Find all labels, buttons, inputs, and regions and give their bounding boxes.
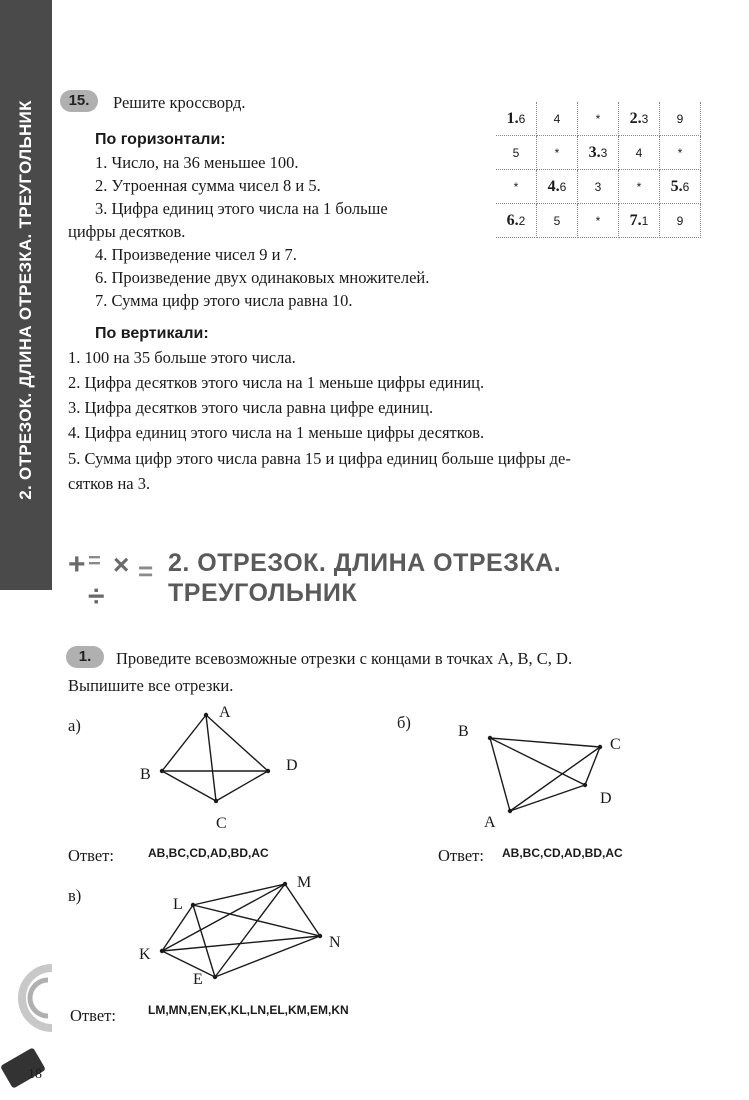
point-m-label: M bbox=[297, 874, 312, 891]
crossword-cell-value: 6 bbox=[559, 180, 567, 194]
crossword-cell-value: 5 bbox=[512, 146, 520, 160]
crossword-cell-value: * bbox=[595, 112, 601, 126]
crossword-cell-value: 6 bbox=[518, 112, 526, 126]
crossword-cell bbox=[660, 136, 701, 170]
crossword-cell bbox=[496, 136, 537, 170]
clue-h6: 6. Произведение двух одинаковых множителей. bbox=[95, 268, 430, 287]
point-a-label-2: A bbox=[484, 814, 496, 831]
answer-v-label: Ответ: bbox=[70, 1006, 116, 1025]
point-e-label: E bbox=[193, 971, 203, 988]
crossword-cell bbox=[660, 102, 701, 136]
crossword-grid bbox=[494, 98, 704, 240]
figure-v-pentagon bbox=[135, 870, 355, 995]
crossword-cell-value: * bbox=[513, 180, 519, 194]
section-title-line1: 2. ОТРЕЗОК. ДЛИНА ОТРЕЗКА. bbox=[168, 549, 562, 577]
clue-v5-line1: 5. Сумма цифр этого числа равна 15 и цифра единиц больше цифры де- bbox=[68, 449, 571, 468]
crossword-cell-value: 1 bbox=[641, 214, 649, 228]
section-title-line2: ТРЕУГОЛЬНИК bbox=[168, 579, 358, 607]
crossword-cell bbox=[619, 136, 660, 170]
clue-v3: 3. Цифра десятков этого числа равна цифре единиц. bbox=[68, 398, 434, 417]
svg-text:×: × bbox=[113, 549, 130, 580]
crossword-cell-number: 4. bbox=[547, 178, 560, 195]
math-symbols-icon bbox=[58, 540, 168, 612]
crossword-cell-value: 9 bbox=[676, 214, 684, 228]
figure-v-label: в) bbox=[68, 886, 82, 905]
point-a-label: A bbox=[219, 704, 231, 721]
crossword-cell bbox=[578, 204, 619, 238]
crossword-cell-number: 7. bbox=[629, 212, 642, 229]
task-15-title: Решите кроссворд. bbox=[113, 93, 246, 112]
crossword-cell-number: 6. bbox=[506, 212, 519, 229]
answer-a-value: AB,BC,CD,AD,BD,AC bbox=[148, 846, 269, 860]
crossword-cell bbox=[619, 170, 660, 204]
task-15-number-badge: 15. bbox=[60, 90, 98, 112]
clue-h4: 4. Произведение чисел 9 и 7. bbox=[95, 245, 297, 264]
point-k-label: K bbox=[139, 946, 151, 963]
answer-b-value: AB,BC,CD,AD,BD,AC bbox=[502, 846, 623, 860]
point-b-label: B bbox=[140, 766, 151, 783]
crossword-cell bbox=[619, 102, 660, 136]
crossword-cell bbox=[619, 204, 660, 238]
clue-v1: 1. 100 на 35 больше этого числа. bbox=[68, 348, 296, 367]
svg-text:÷: ÷ bbox=[88, 580, 105, 612]
point-d-label: D bbox=[286, 757, 298, 774]
crossword-cell-number: 1. bbox=[506, 110, 519, 127]
clue-h7: 7. Сумма цифр этого числа равна 10. bbox=[95, 291, 353, 310]
crossword-cell-value: 3 bbox=[594, 180, 602, 194]
crossword-cell bbox=[537, 136, 578, 170]
clue-h3-line1: 3. Цифра единиц этого числа на 1 больше bbox=[95, 199, 388, 218]
figure-b-quadrilateral bbox=[450, 715, 640, 835]
point-b-label-2: B bbox=[458, 723, 469, 740]
page-number: 18 bbox=[28, 1067, 42, 1082]
crossword-cell-value: 3 bbox=[641, 112, 649, 126]
section-title bbox=[168, 548, 561, 608]
svg-text:+: + bbox=[68, 548, 86, 581]
svg-text:=: = bbox=[88, 548, 101, 573]
point-c-label-2: C bbox=[610, 736, 621, 753]
chapter-sidebar bbox=[0, 0, 52, 590]
answer-a-label: Ответ: bbox=[68, 846, 114, 865]
crossword-cell-value: 4 bbox=[635, 146, 643, 160]
crossword-cell-number: 5. bbox=[670, 178, 683, 195]
crossword-cell bbox=[578, 136, 619, 170]
crossword-cell bbox=[496, 102, 537, 136]
crossword-cell bbox=[537, 204, 578, 238]
horizontal-heading: По горизонтали: bbox=[95, 131, 226, 148]
crossword-cell-value: 9 bbox=[676, 112, 684, 126]
crossword-cell-value: 2 bbox=[518, 214, 526, 228]
clue-h3-line2: цифры десятков. bbox=[68, 222, 186, 241]
crossword-cell-value: * bbox=[677, 146, 683, 160]
figure-a-label: а) bbox=[68, 716, 81, 735]
task-1-line1: Проведите всевозможные отрезки с концами в точках A, B, C, D. bbox=[116, 649, 573, 668]
crossword-cell-value: 6 bbox=[682, 180, 690, 194]
clue-v2: 2. Цифра десятков этого числа на 1 меньше цифры единиц. bbox=[68, 373, 485, 392]
chapter-sidebar-title: 2. ОТРЕЗОК. ДЛИНА ОТРЕЗКА. ТРЕУГОЛЬНИК bbox=[16, 100, 35, 500]
vertical-heading: По вертикали: bbox=[95, 325, 209, 342]
crossword-cell-number: 2. bbox=[629, 110, 642, 127]
svg-text:=: = bbox=[138, 556, 154, 586]
clue-v4: 4. Цифра единиц этого числа на 1 меньше цифры десятков. bbox=[68, 423, 485, 442]
figure-a-quadrilateral bbox=[130, 700, 310, 840]
crossword-cell-number: 3. bbox=[588, 144, 601, 161]
clue-v5-line2: сятков на 3. bbox=[68, 474, 151, 493]
task-1-number-badge: 1. bbox=[66, 646, 104, 668]
crossword-cell bbox=[578, 102, 619, 136]
crossword-cell-value: 3 bbox=[600, 146, 608, 160]
clue-h2: 2. Утроенная сумма чисел 8 и 5. bbox=[95, 176, 321, 195]
page-corner-decoration bbox=[12, 960, 58, 1036]
crossword-cell bbox=[537, 102, 578, 136]
crossword-cell bbox=[496, 204, 537, 238]
clue-h1: 1. Число, на 36 меньшее 100. bbox=[95, 153, 299, 172]
point-l-label: L bbox=[173, 896, 183, 913]
answer-b-label: Ответ: bbox=[438, 846, 484, 865]
point-c-label: C bbox=[216, 815, 227, 832]
answer-v-value: LM,MN,EN,EK,KL,LN,EL,KM,EM,KN bbox=[148, 1003, 349, 1017]
crossword-cell bbox=[496, 170, 537, 204]
figure-b-label: б) bbox=[397, 713, 411, 732]
crossword-cell bbox=[537, 170, 578, 204]
task-1-line2: Выпишите все отрезки. bbox=[68, 676, 234, 695]
point-d-label-2: D bbox=[600, 790, 612, 807]
crossword-cell bbox=[660, 204, 701, 238]
crossword-cell-value: 5 bbox=[553, 214, 561, 228]
crossword-cell-value: 4 bbox=[553, 112, 561, 126]
crossword-cell-value: * bbox=[636, 180, 642, 194]
crossword-cell bbox=[660, 170, 701, 204]
crossword-cell-value: * bbox=[595, 214, 601, 228]
crossword-cell-value: * bbox=[554, 146, 560, 160]
crossword-cell bbox=[578, 170, 619, 204]
point-n-label: N bbox=[329, 934, 341, 951]
